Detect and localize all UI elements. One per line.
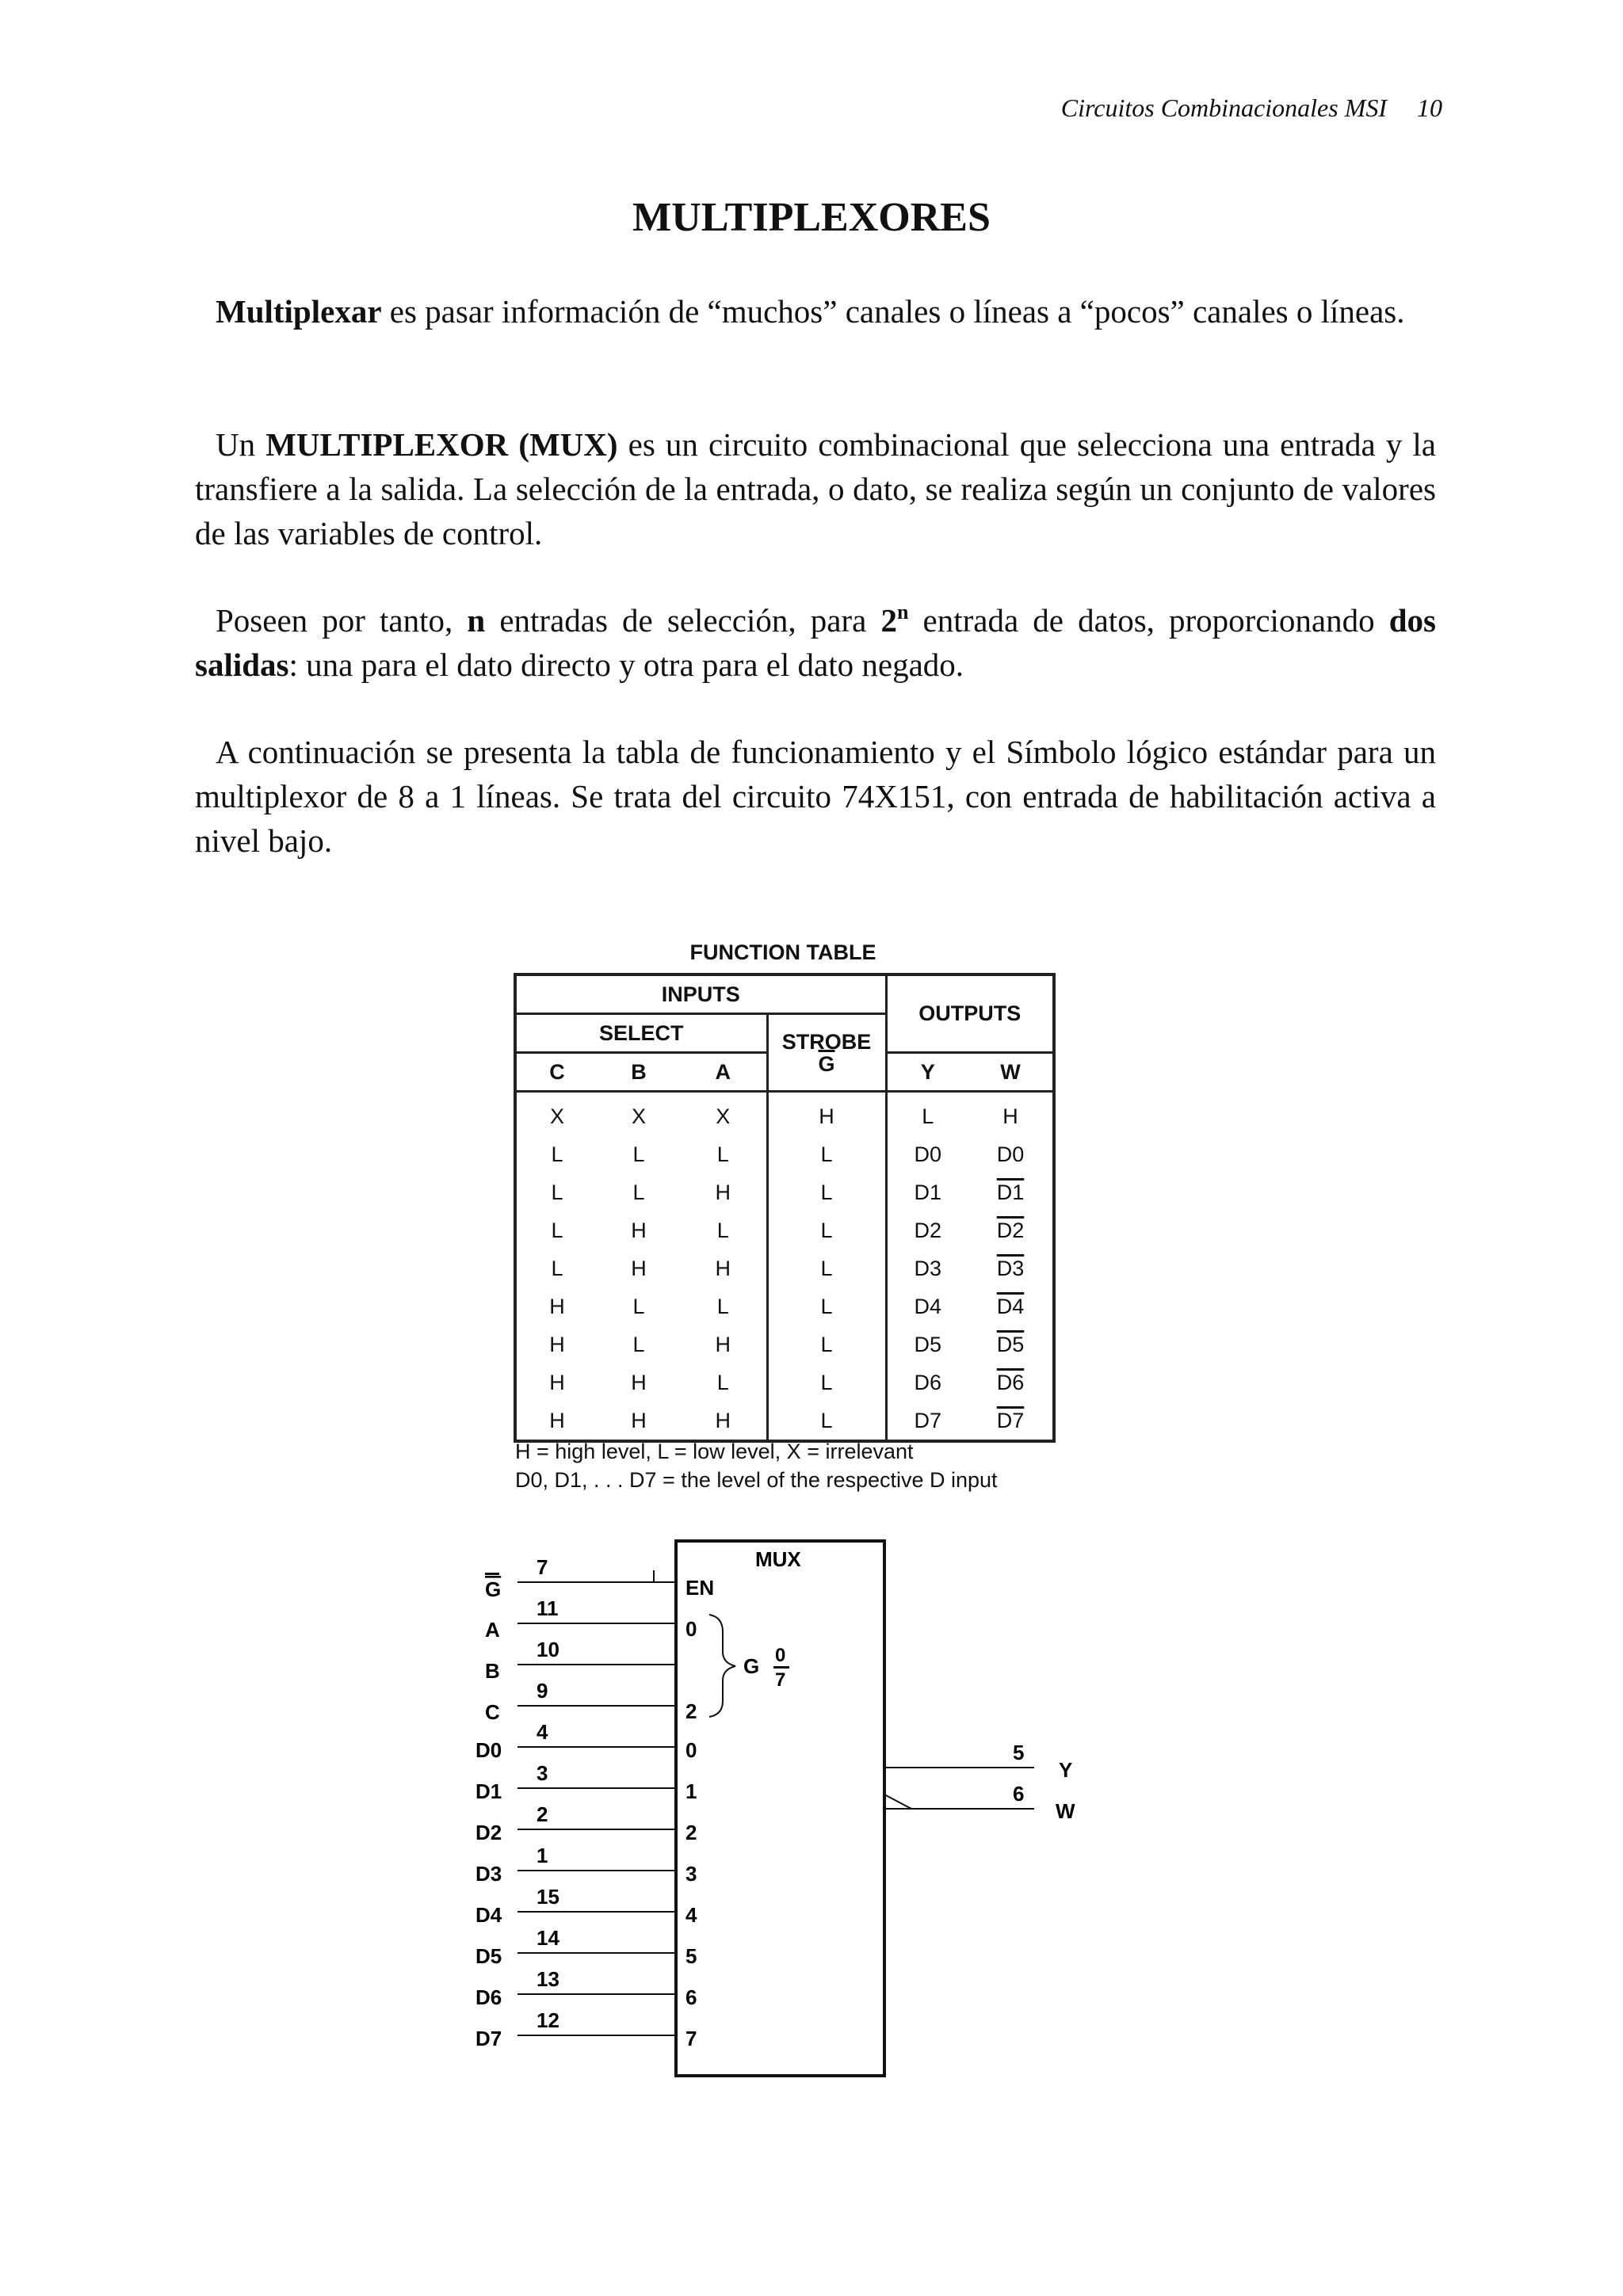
paragraph-text: Poseen por tanto,	[216, 602, 468, 639]
data-input-label: D4	[475, 1903, 502, 1927]
table-cell-c: H	[549, 1370, 565, 1394]
table-cell-b: L	[632, 1142, 645, 1166]
outputs	[884, 1741, 1075, 1823]
data-input-label: D5	[475, 1944, 502, 1968]
data-input-index: 6	[685, 1985, 697, 2009]
table-cell-y: D6	[886, 1363, 968, 1402]
table-cell-c: L	[551, 1142, 563, 1166]
paragraph-text: es pasar información de “muchos” canales o líneas a “pocos” canales o líneas.	[381, 293, 1405, 330]
data-input-pin: 14	[537, 1926, 559, 1950]
table-cell-c: H	[549, 1294, 565, 1318]
table-cell-b: H	[631, 1370, 647, 1394]
table-cell-a: H	[715, 1408, 731, 1432]
table-cell-a: L	[716, 1370, 729, 1394]
enable-negation-triangle	[654, 1570, 676, 1582]
data-input-pin: 2	[537, 1802, 548, 1826]
paragraph-text: : una para el dato directo y otra para el dato negado.	[288, 646, 964, 683]
paragraph-text: entradas de selección, para	[485, 602, 881, 639]
paragraph-introduction-74x151	[195, 730, 1436, 863]
col-b: B	[598, 1053, 680, 1092]
col-y: Y	[886, 1053, 968, 1092]
table-cell-w: D1	[996, 1180, 1025, 1204]
table-cell-a: L	[716, 1294, 729, 1318]
table-cell-y: D4	[886, 1287, 968, 1325]
table-note-levels: H = high level, L = low level, X = irrelevant	[515, 1440, 914, 1463]
table-row	[515, 1363, 1054, 1402]
outputs-header: OUTPUTS	[886, 974, 1054, 1053]
enable-pin: 7	[537, 1555, 548, 1579]
col-a: A	[680, 1053, 767, 1092]
table-cell-w: D3	[996, 1256, 1025, 1280]
mux-label: MUX	[755, 1547, 801, 1571]
table-row	[515, 1135, 1054, 1173]
data-input-label: D2	[475, 1821, 502, 1844]
paragraph-text: entrada de datos, proporcionando	[908, 602, 1389, 639]
table-cell-c: L	[551, 1256, 563, 1280]
data-input-label: D3	[475, 1862, 502, 1886]
inputs-header: INPUTS	[515, 974, 886, 1014]
table-row	[515, 1173, 1054, 1211]
enable-overbar	[485, 1573, 499, 1575]
page-number: 10	[1417, 93, 1442, 122]
table-cell-a: H	[715, 1332, 731, 1356]
data-input-label: D7	[475, 2027, 502, 2050]
paragraph-text: Un	[216, 426, 266, 463]
select-a-pin: 11	[537, 1596, 559, 1620]
select-inputs	[485, 1596, 789, 1724]
table-cell-y: D2	[886, 1211, 968, 1249]
data-inputs	[475, 1720, 697, 2050]
table-cell-g: H	[767, 1092, 886, 1136]
table-cell-w: D7	[996, 1408, 1025, 1432]
output-y-label: Y	[1059, 1758, 1073, 1782]
data-input-index: 4	[685, 1903, 697, 1927]
data-input-index: 1	[685, 1779, 697, 1803]
table-cell-a: L	[716, 1218, 729, 1242]
table-cell-c: H	[549, 1408, 565, 1432]
table-cell-g: L	[767, 1135, 886, 1173]
data-input-pin: 3	[537, 1761, 548, 1785]
data-input-index: 2	[685, 1821, 697, 1844]
table-cell-b: H	[631, 1408, 647, 1432]
table-cell-g: L	[767, 1325, 886, 1363]
mux-block	[676, 1541, 884, 2076]
table-cell-b: H	[631, 1218, 647, 1242]
data-input-index: 3	[685, 1862, 697, 1886]
table-cell-y: L	[886, 1092, 968, 1136]
table-cell-c: L	[551, 1180, 563, 1204]
table-cell-c: X	[549, 1104, 564, 1128]
table-cell-w: D4	[996, 1294, 1025, 1318]
table-cell-y: D3	[886, 1249, 968, 1287]
group-label: G	[743, 1654, 760, 1678]
strobe-header	[767, 1014, 886, 1092]
table-cell-b: L	[632, 1332, 645, 1356]
page-title: MULTIPLEXORES	[632, 195, 991, 240]
table-cell-y: D5	[886, 1325, 968, 1363]
table-cell-b: L	[632, 1294, 645, 1318]
data-input-index: 0	[685, 1738, 697, 1762]
table-row	[515, 1092, 1054, 1136]
term-multiplexor: MULTIPLEXOR (MUX)	[265, 426, 618, 463]
group-range-bar	[773, 1666, 789, 1669]
table-cell-b: X	[631, 1104, 646, 1128]
data-input-label: D0	[475, 1738, 502, 1762]
table-cell-w: D2	[996, 1218, 1025, 1242]
data-input-label: D1	[475, 1779, 502, 1803]
table-cell-g: L	[767, 1287, 886, 1325]
table-cell-g: L	[767, 1249, 886, 1287]
paragraph-multiplexar-definition	[195, 289, 1436, 334]
output-w-negation-triangle	[884, 1794, 911, 1809]
group-range-top: 0	[775, 1645, 786, 1666]
group-range-bottom: 7	[775, 1669, 786, 1691]
output-w-pin: 6	[1013, 1782, 1025, 1806]
table-cell-w: D5	[996, 1332, 1025, 1356]
table-cell-b: L	[632, 1180, 645, 1204]
select-header: SELECT	[515, 1014, 767, 1053]
select-c-label: C	[485, 1700, 500, 1724]
table-cell-g: L	[767, 1402, 886, 1441]
data-input-pin: 1	[537, 1844, 548, 1867]
table-row	[515, 1211, 1054, 1249]
select-a-bit: 0	[685, 1617, 697, 1641]
table-cell-y: D1	[886, 1173, 968, 1211]
data-input-index: 7	[685, 2027, 697, 2050]
paragraph-mux-inputs	[195, 598, 1436, 687]
select-b-label: B	[485, 1659, 500, 1683]
term-n: n	[467, 602, 486, 639]
table-cell-a: X	[716, 1104, 731, 1128]
paragraph-text: A continuación se presenta la tabla de funcionamiento y el Símbolo lógico estándar para un multiplexor de 8 a 1 líneas. Se trata del circuito 74X151, con entrada de habilitación activa a nivel bajo.	[195, 734, 1436, 859]
select-b-pin: 10	[537, 1638, 559, 1661]
output-w-label: W	[1056, 1799, 1075, 1823]
table-cell-w: D0	[996, 1142, 1025, 1166]
table-cell-w: H	[1002, 1104, 1018, 1128]
function-table	[514, 973, 1056, 1443]
enable-label: EN	[685, 1576, 715, 1600]
term-dos-salidas: dos salidas	[195, 602, 1436, 683]
col-w: W	[968, 1053, 1054, 1092]
function-table-body	[515, 1092, 1054, 1442]
col-c: C	[515, 1053, 598, 1092]
paragraph-text: es un circuito combinacional que selecciona una entrada y la transfiere a la salida. La selección de la entrada, o dato, se realiza según un conjunto de valores de las variables de control.	[195, 426, 1437, 551]
data-input-label: D6	[475, 1985, 502, 2009]
table-cell-a: L	[716, 1142, 729, 1166]
running-header	[1061, 93, 1442, 123]
data-input-pin: 12	[537, 2008, 559, 2032]
term-two: 2	[880, 602, 897, 639]
table-row	[515, 1402, 1054, 1441]
table-cell-g: L	[767, 1211, 886, 1249]
strobe-g-bar: $\overline{G}$	[818, 1051, 835, 1076]
table-cell-y: D0	[886, 1135, 968, 1173]
data-input-index: 5	[685, 1944, 697, 1968]
output-y-pin: 5	[1013, 1741, 1025, 1764]
table-cell-c: H	[549, 1332, 565, 1356]
mux-logic-symbol	[444, 1533, 1094, 2088]
table-row	[515, 1325, 1054, 1363]
data-input-pin: 15	[537, 1885, 559, 1909]
table-cell-b: H	[631, 1256, 647, 1280]
select-brace	[709, 1615, 735, 1717]
table-cell-y: D7	[886, 1402, 968, 1441]
table-cell-g: L	[767, 1173, 886, 1211]
table-cell-a: H	[715, 1180, 731, 1204]
data-input-pin: 4	[537, 1720, 548, 1744]
superscript-n: n	[896, 601, 909, 624]
select-a-label: A	[485, 1618, 500, 1642]
table-cell-c: L	[551, 1218, 563, 1242]
running-header-title: Circuitos Combinacionales MSI	[1060, 93, 1387, 122]
select-c-pin: 9	[537, 1679, 548, 1703]
table-row	[515, 1287, 1054, 1325]
paragraph-mux-definition	[195, 422, 1436, 555]
strobe-label: STROBE	[781, 1029, 872, 1054]
enable-signal-label: G	[485, 1577, 502, 1601]
function-table-title: FUNCTION TABLE	[689, 940, 876, 964]
table-cell-w: D6	[996, 1370, 1025, 1394]
table-cell-g: L	[767, 1363, 886, 1402]
table-cell-a: H	[715, 1256, 731, 1280]
term-multiplexar: Multiplexar	[216, 293, 382, 330]
data-input-pin: 13	[537, 1967, 559, 1991]
table-row	[515, 1249, 1054, 1287]
table-note-d-inputs: D0, D1, . . . D7 = the level of the respective D input	[515, 1468, 998, 1492]
select-c-bit: 2	[685, 1699, 697, 1723]
